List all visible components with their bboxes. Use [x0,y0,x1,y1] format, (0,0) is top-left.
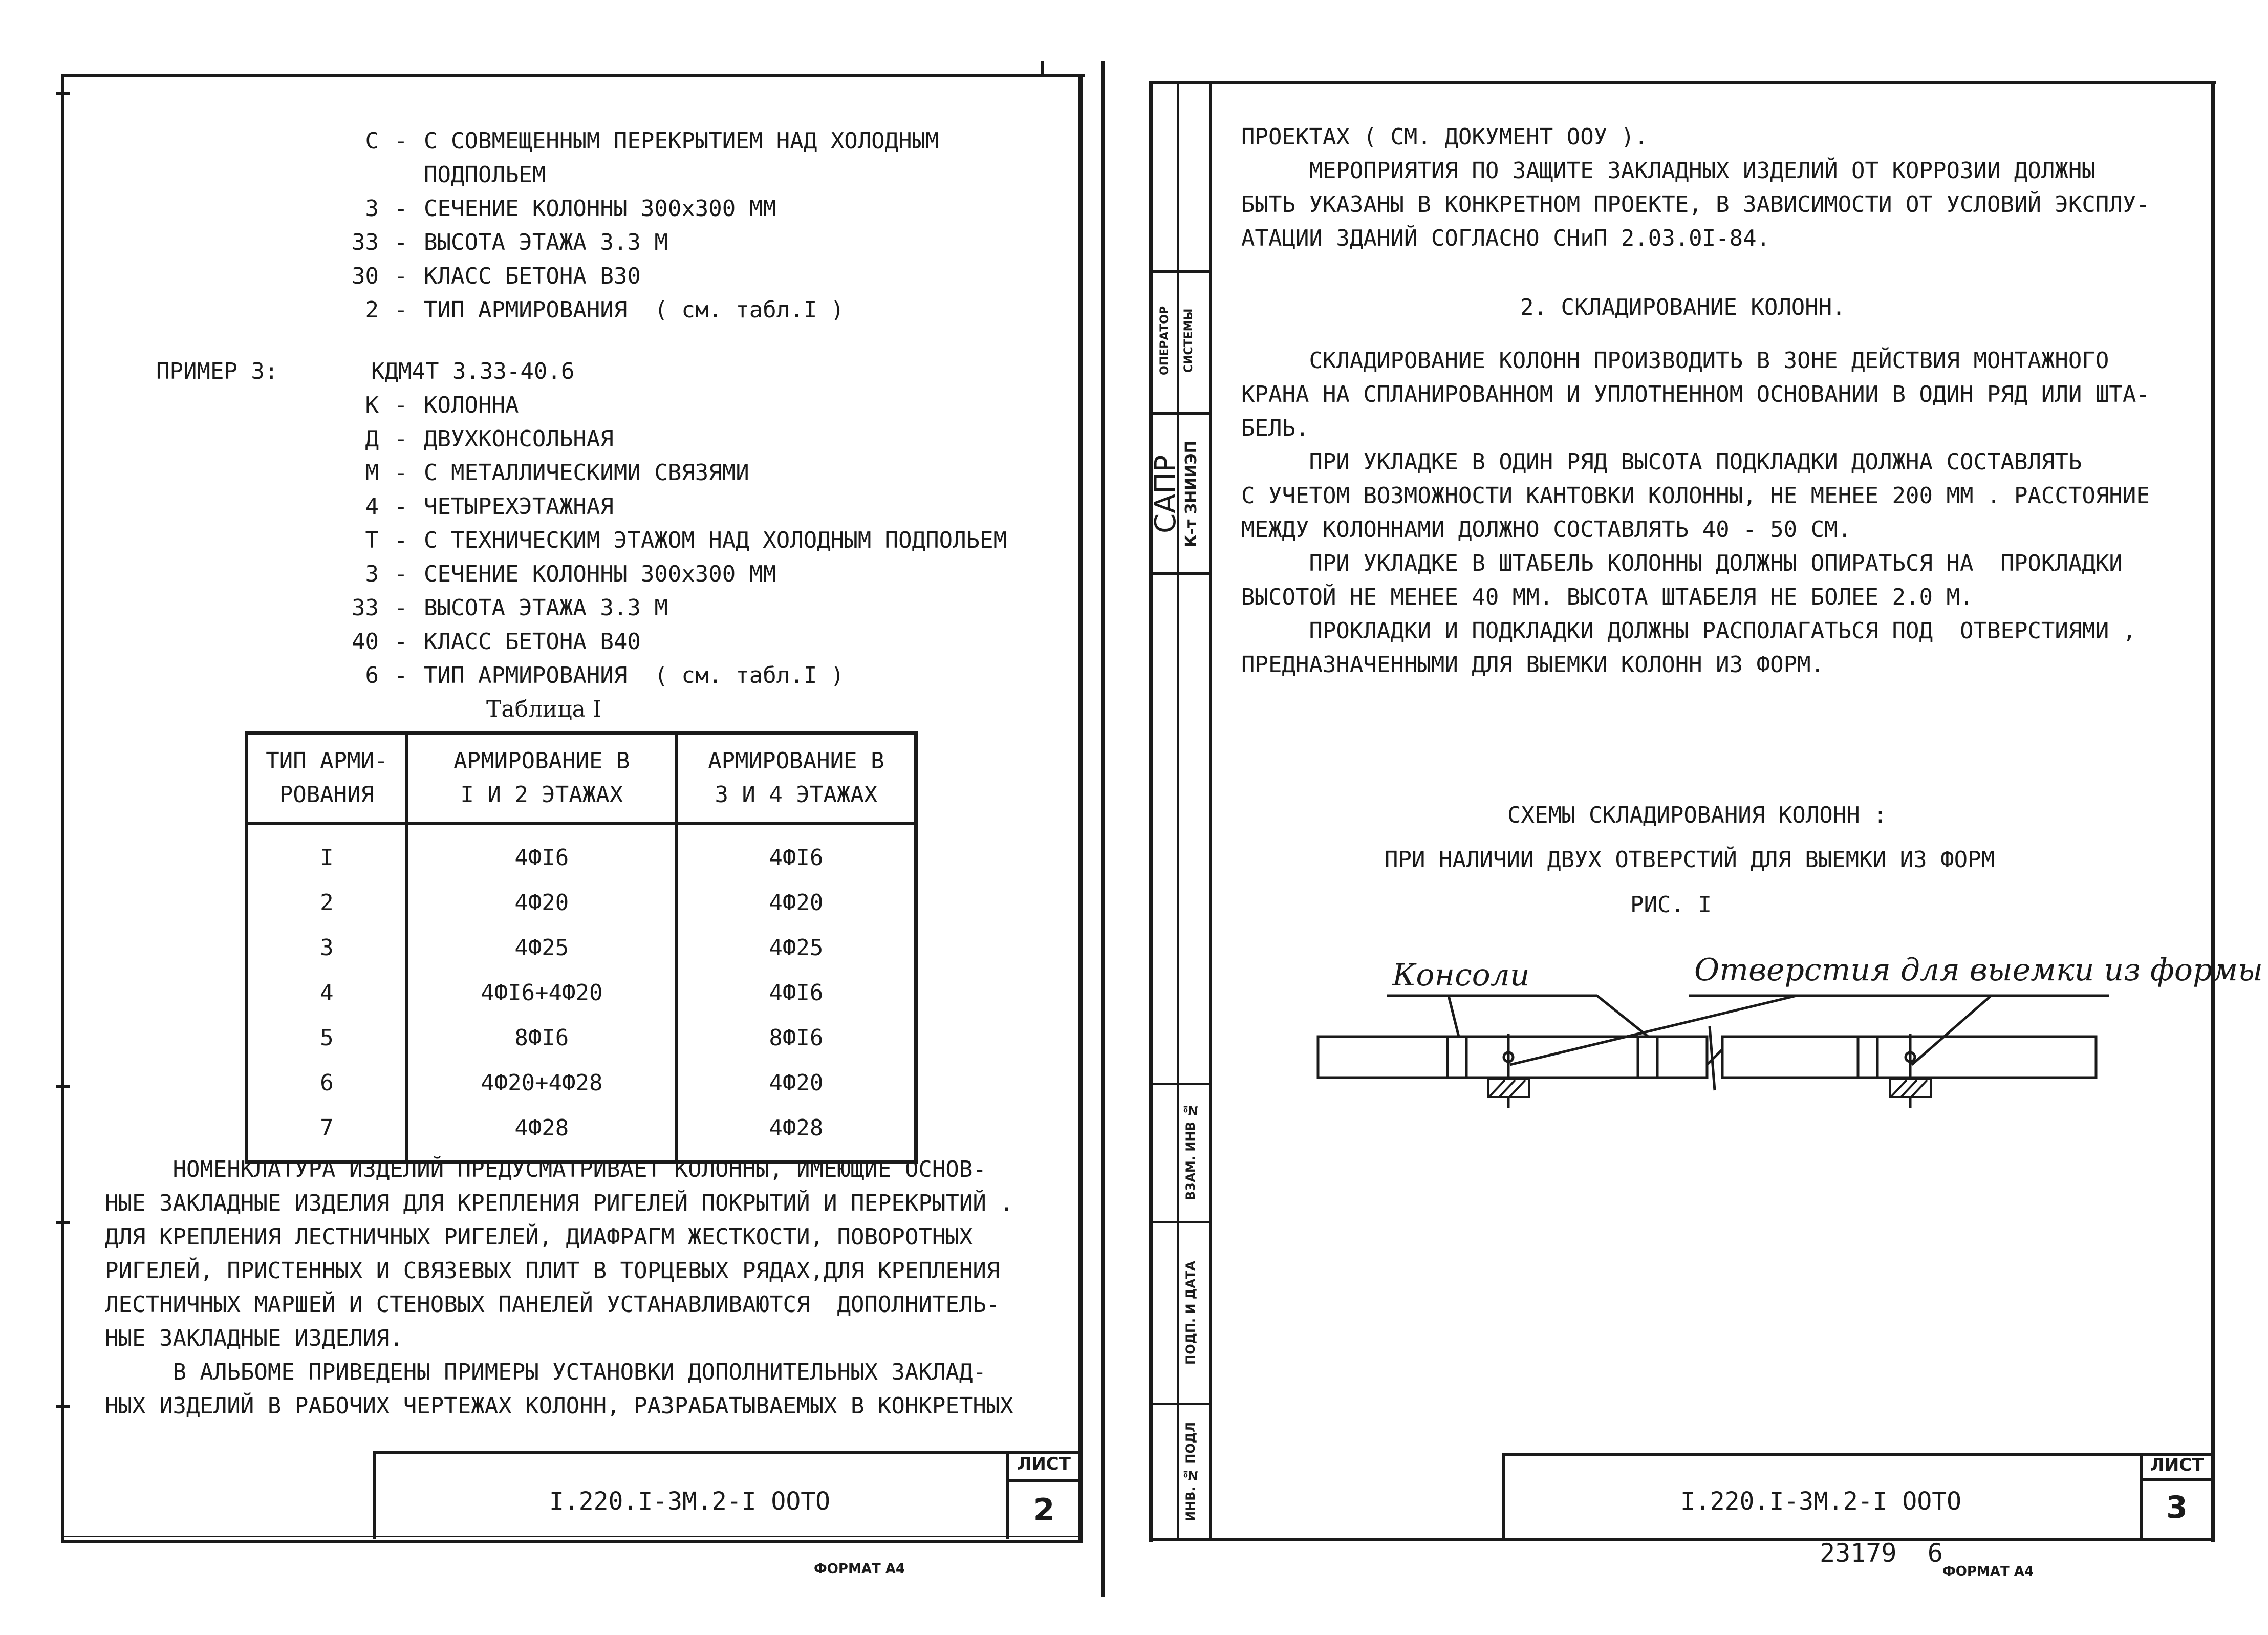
def-code: 2 [365,297,379,323]
side-stamp-replace-inv: ВЗАМ. ИНВ № [1183,1103,1198,1201]
table-cell: 4Ф28 [407,1105,677,1163]
def-dash: - [394,662,408,689]
paragraph-line: ПРЕДНАЗНАЧЕННЫМИ ДЛЯ ВЫЕМКИ КОЛОНН ИЗ ФОРМ. [1241,652,1825,678]
table-cell: 4ФI6 [407,823,677,880]
paragraph-line: С УЧЕТОМ ВОЗМОЖНОСТИ КАНТОВКИ КОЛОННЫ, НЕ МЕНЕЕ 200 ММ . РАССТОЯНИЕ [1241,483,2150,509]
section-heading: 2. СКЛАДИРОВАНИЕ КОЛОНН. [1520,294,1846,320]
def-text: ТИП АРМИРОВАНИЯ ( см. табл.I ) [424,297,845,323]
def-code: 6 [365,662,379,689]
callout-leader-consoles-2 [1597,996,1648,1037]
table-row [247,880,916,925]
def-text: КЛАСС БЕТОНА В30 [424,263,641,289]
side-stamp-sign-date: ПОДП. И ДАТА [1183,1261,1198,1365]
figure-callout-holes: Отверстия для выемки из формы [1694,952,2263,988]
right-stamp-code: I.220.I-3М.2-I ООТО [1680,1487,1962,1516]
side-stamp-operator: ОПЕРАТОР [1158,306,1171,375]
table-cell: 4Ф28 [677,1105,916,1163]
table-row [247,970,916,1015]
table-cell: 4Ф20 [677,880,916,925]
side-stamp-system: СИСТЕМЫ [1182,308,1195,373]
paragraph-line: НЫЕ ЗАКЛАДНЫЕ ИЗДЕЛИЯ. [105,1325,403,1351]
def-dash: - [394,263,408,289]
left-tick-2 [56,1085,70,1088]
paragraph-line: МЕРОПРИЯТИЯ ПО ЗАЩИТЕ ЗАКЛАДНЫХ ИЗДЕЛИЙ ОТ КОРРОЗИИ ДОЛЖНЫ [1241,158,2096,184]
paragraph-line: НЫХ ИЗДЕЛИЙ В РАБОЧИХ ЧЕРТЕЖАХ КОЛОНН, РАЗРАБАТЫВАЕМЫХ В КОНКРЕТНЫХ [105,1393,1013,1419]
table-cell: 4ФI6+4Ф20 [407,970,677,1015]
def-text: ЧЕТЫРЕХЭТАЖНАЯ [424,493,614,520]
def-dash: - [394,392,408,418]
left-frame-right [1078,74,1083,1543]
side-stamp-line-4 [1149,1083,1211,1085]
left-format-label: ФОРМАТ А4 [814,1561,905,1577]
table-cell: 4Ф20 [677,1060,916,1105]
def-text: ДВУХКОНСОЛЬНАЯ [424,426,614,452]
table-cell: 4ФI6 [677,970,916,1015]
side-stamp-line-3 [1149,572,1211,575]
paragraph-line: ПРИ УКЛАДКЕ В ОДИН РЯД ВЫСОТА ПОДКЛАДКИ ДОЛЖНА СОСТАВЛЯТЬ [1241,449,2082,475]
def-dash: - [394,229,408,255]
side-stamp-line-6 [1149,1403,1211,1405]
table-cell: 4Ф20+4Ф28 [407,1060,677,1105]
paragraph-line: В АЛЬБОМЕ ПРИВЕДЕНЫ ПРИМЕРЫ УСТАНОВКИ ДОПОЛНИТЕЛЬНЫХ ЗАКЛАД- [105,1359,986,1385]
reinforcement-table [245,731,918,1164]
def-dash: - [394,128,408,154]
table-cell: 5 [247,1015,407,1060]
table-cell: 4ФI6 [677,823,916,880]
callout-leader-hole-2 [1912,996,1991,1065]
scheme-subtitle: ПРИ НАЛИЧИИ ДВУХ ОТВЕРСТИЙ ДЛЯ ВЫЕМКИ ИЗ ФОРМ [1385,847,1995,873]
right-frame-left [1149,81,1153,1542]
table-row [247,823,916,880]
table-caption: Таблица I [486,696,602,722]
def-text: КЛАСС БЕТОНА В40 [424,629,641,655]
callout-leader-consoles-1 [1449,996,1459,1037]
storage-scheme-figure [1310,988,2109,1116]
left-frame-top [61,74,1085,77]
def-dash: - [394,629,408,655]
left-tick-4 [56,1405,70,1408]
callout-leader-hole-1 [1510,996,1797,1065]
def-code: 33 [352,595,379,621]
side-stamp-org: К-т ЗНИИЭП [1182,440,1200,548]
table-cell: 2 [247,880,407,925]
left-frame-tick [1041,61,1044,77]
def-text: ПОДПОЛЬЕМ [424,162,546,188]
right-sheet-divider [2140,1478,2214,1481]
left-stamp-code: I.220.I-3М.2-I ООТО [549,1487,831,1516]
left-sheet-label: ЛИСТ [1017,1454,1071,1474]
table-cell: 4Ф25 [677,925,916,970]
right-format-label: ФОРМАТ А4 [1942,1564,2034,1579]
break-mark-2 [1707,1049,1722,1065]
figure-label: РИС. I [1630,892,1712,918]
def-dash: - [394,297,408,323]
def-code: 4 [365,493,379,520]
left-sheet-number: 2 [1033,1492,1055,1528]
def-text: КОЛОННА [424,392,519,418]
def-text: ВЫСОТА ЭТАЖА 3.3 М [424,595,668,621]
paragraph-line: РИГЕЛЕЙ, ПРИСТЕННЫХ И СВЯЗЕВЫХ ПЛИТ В ТОРЦЕВЫХ РЯДАХ,ДЛЯ КРЕПЛЕНИЯ [105,1258,1000,1284]
def-code: 40 [352,629,379,655]
right-inner-left [1209,81,1212,1540]
left-tick-1 [56,92,70,95]
table-header: АРМИРОВАНИЕ В I И 2 ЭТАЖАХ [407,733,677,824]
paragraph-line: КРАНА НА СПЛАНИРОВАННОМ И УПЛОТНЕННОМ ОСНОВАНИИ В ОДИН РЯД ИЛИ ШТА- [1241,381,2150,407]
right-frame-right [2211,81,2215,1542]
table-cell: 4 [247,970,407,1015]
def-dash: - [394,493,408,520]
def-code: С [365,128,379,154]
paragraph-line: БЫТЬ УКАЗАНЫ В КОНКРЕТНОМ ПРОЕКТЕ, В ЗАВИСИМОСТИ ОТ УСЛОВИЙ ЭКСПЛУ- [1241,191,2150,218]
table-cell: 4Ф20 [407,880,677,925]
paragraph-line: ПРОЕКТАХ ( СМ. ДОКУМЕНТ ООУ ). [1241,124,1648,150]
right-sheet-number: 3 [2166,1490,2188,1525]
def-code: М [365,460,379,486]
paragraph-line: НОМЕНКЛАТУРА ИЗДЕЛИЙ ПРЕДУСМАТРИВАЕТ КОЛОННЫ, ИМЕЮЩИЕ ОСНОВ- [105,1156,986,1182]
def-code: 30 [352,263,379,289]
paragraph-line: ДЛЯ КРЕПЛЕНИЯ ЛЕСТНИЧНЫХ РИГЕЛЕЙ, ДИАФРАГМ ЖЕСТКОСТИ, ПОВОРОТНЫХ [105,1224,973,1250]
left-frame-left [61,74,64,1543]
paragraph-line: СКЛАДИРОВАНИЕ КОЛОНН ПРОИЗВОДИТЬ В ЗОНЕ ДЕЙСТВИЯ МОНТАЖНОГО [1241,348,2109,374]
archive-number: 23179 6 [1820,1538,1943,1568]
side-stamp-sapr: САПР [1149,455,1182,533]
left-page-edge [1101,61,1105,1597]
example3-code: КДМ4Т 3.33-40.6 [371,358,575,384]
table-cell: 3 [247,925,407,970]
scheme-title: СХЕМЫ СКЛАДИРОВАНИЯ КОЛОНН : [1507,802,1887,828]
left-frame-bottom [61,1540,1083,1543]
def-dash: - [394,196,408,222]
paragraph-line: ПРИ УКЛАДКЕ В ШТАБЕЛЬ КОЛОННЫ ДОЛЖНЫ ОПИРАТЬСЯ НА ПРОКЛАДКИ [1241,550,2123,576]
table-row [247,1060,916,1105]
table-cell: 6 [247,1060,407,1105]
def-dash: - [394,527,408,553]
paragraph-line: АТАЦИИ ЗДАНИЙ СОГЛАСНО СНиП 2.03.0I-84. [1241,225,1770,251]
paragraph-line: ВЫСОТОЙ НЕ МЕНЕЕ 40 ММ. ВЫСОТА ШТАБЕЛЯ НЕ БОЛЕЕ 2.0 М. [1241,584,1974,610]
table-cell: 8ФI6 [407,1015,677,1060]
example3-label: ПРИМЕР 3: [156,358,278,384]
def-dash: - [394,595,408,621]
right-frame-top [1149,81,2216,84]
table-row [247,925,916,970]
def-code: Д [365,426,379,452]
def-dash: - [394,561,408,587]
def-code: 3 [365,561,379,587]
table-header: ТИП АРМИ- РОВАНИЯ [247,733,407,824]
left-tick-3 [56,1221,70,1224]
paragraph-line: БЕЛЬ. [1241,415,1309,441]
table-cell: 7 [247,1105,407,1163]
def-dash: - [394,426,408,452]
table-cell: I [247,823,407,880]
table-row [247,1015,916,1060]
paragraph-line: МЕЖДУ КОЛОННАМИ ДОЛЖНО СОСТАВЛЯТЬ 40 - 50 СМ. [1241,517,1852,543]
def-text: СЕЧЕНИЕ КОЛОННЫ 300х300 ММ [424,561,776,587]
table-header: АРМИРОВАНИЕ В 3 И 4 ЭТАЖАХ [677,733,916,824]
def-text: СЕЧЕНИЕ КОЛОННЫ 300х300 ММ [424,196,776,222]
side-stamp-line-1 [1149,270,1211,273]
table-cell: 8ФI6 [677,1015,916,1060]
def-text: С ТЕХНИЧЕСКИМ ЭТАЖОМ НАД ХОЛОДНЫМ ПОДПОЛЬЕМ [424,527,1007,553]
side-stamp-line-5 [1149,1221,1211,1223]
right-inner-left-2 [1177,81,1179,1540]
def-code: 33 [352,229,379,255]
side-stamp-inv-no: ИНВ. № ПОДЛ [1183,1422,1198,1522]
table-cell: 4Ф25 [407,925,677,970]
def-text: С СОВМЕЩЕННЫМ ПЕРЕКРЫТИЕМ НАД ХОЛОДНЫМ [424,128,939,154]
paragraph-line: ПРОКЛАДКИ И ПОДКЛАДКИ ДОЛЖНЫ РАСПОЛАГАТЬСЯ ПОД ОТВЕРСТИЯМИ , [1241,618,2136,644]
paragraph-line: НЫЕ ЗАКЛАДНЫЕ ИЗДЕЛИЯ ДЛЯ КРЕПЛЕНИЯ РИГЕЛЕЙ ПОКРЫТИЙ И ПЕРЕКРЫТИЙ . [105,1190,1013,1216]
def-text: С МЕТАЛЛИЧЕСКИМИ СВЯЗЯМИ [424,460,749,486]
def-dash: - [394,460,408,486]
def-text: ВЫСОТА ЭТАЖА 3.3 М [424,229,668,255]
left-sheet-divider [1006,1479,1082,1482]
def-code: Т [365,527,379,553]
def-text: ТИП АРМИРОВАНИЯ ( см. табл.I ) [424,662,845,689]
side-stamp-line-2 [1149,412,1211,415]
figure-callout-consoles: Консоли [1392,957,1530,993]
right-sheet-label: ЛИСТ [2150,1455,2204,1475]
def-code: К [365,392,379,418]
paragraph-line: ЛЕСТНИЧНЫХ МАРШЕЙ И СТЕНОВЫХ ПАНЕЛЕЙ УСТАНАВЛИВАЮТСЯ ДОПОЛНИТЕЛЬ- [105,1292,1000,1318]
def-code: 3 [365,196,379,222]
